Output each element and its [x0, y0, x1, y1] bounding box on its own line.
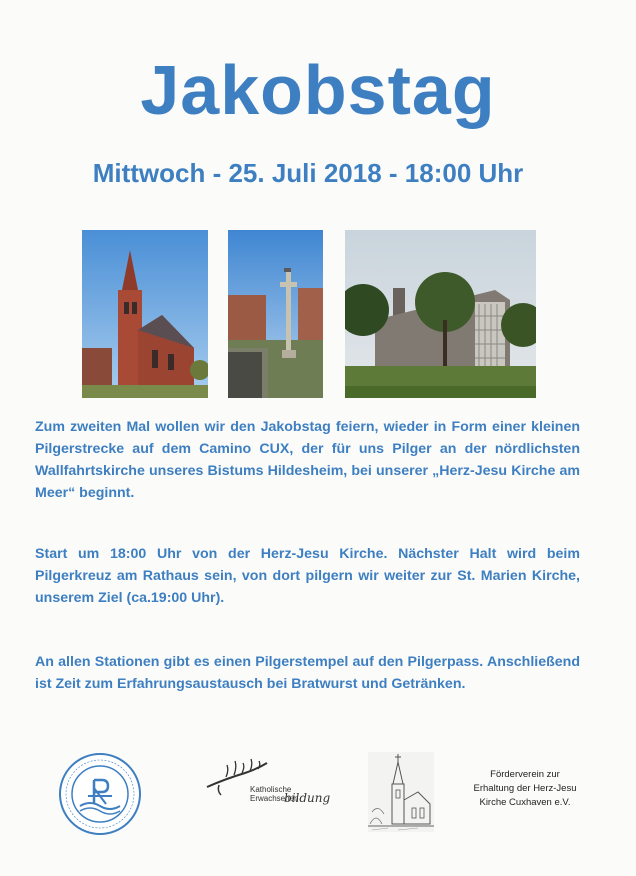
- keb-line2: Erwachsenen: [250, 794, 299, 803]
- keb-logo: [205, 757, 335, 807]
- event-date: Mittwoch - 25. Juli 2018 - 18:00 Uhr: [92, 158, 524, 188]
- keb-line3: bildung: [284, 791, 331, 805]
- route-paragraph: Start um 18:00 Uhr von der Herz-Jesu Kirche. Nächster Halt wird beim Pilgerkreuz am Rathaus sein, von dort pilgern wir weiter zur St. Marien Kirche, unserem Ziel (ca.19:00 Uhr).: [35, 546, 580, 606]
- verein-name: Förderverein zur Erhaltung der Herz-Jesu Kirche Cuxhaven e.V.: [473, 769, 577, 808]
- page-title: Jakobstag: [140, 51, 496, 129]
- parish-seal-icon: [58, 752, 142, 836]
- modern-church-photo: [345, 230, 536, 398]
- stamp-paragraph: An allen Stationen gibt es einen Pilgerstempel auf den Pilgerpass. Anschließend ist Zeit zum Erfahrungsaustausch bei Bratwurst und Getränken.: [35, 654, 580, 692]
- intro-paragraph: Zum zweiten Mal wollen wir den Jakobstag feiern, wieder in Form einer kleinen Pilgerstrecke auf dem Camino CUX, der für uns Pilger an der nördlichsten Wallfahrtskirche unseres Bistums Hildesheim, bei unserer „Herz-Jesu Kirche am Meer“ beginnt.: [35, 419, 580, 501]
- pilgrim-cross-photo: [228, 230, 323, 398]
- church-photo: [82, 230, 208, 398]
- keb-line1: Katholische: [250, 785, 292, 794]
- church-sketch-icon: [368, 752, 434, 832]
